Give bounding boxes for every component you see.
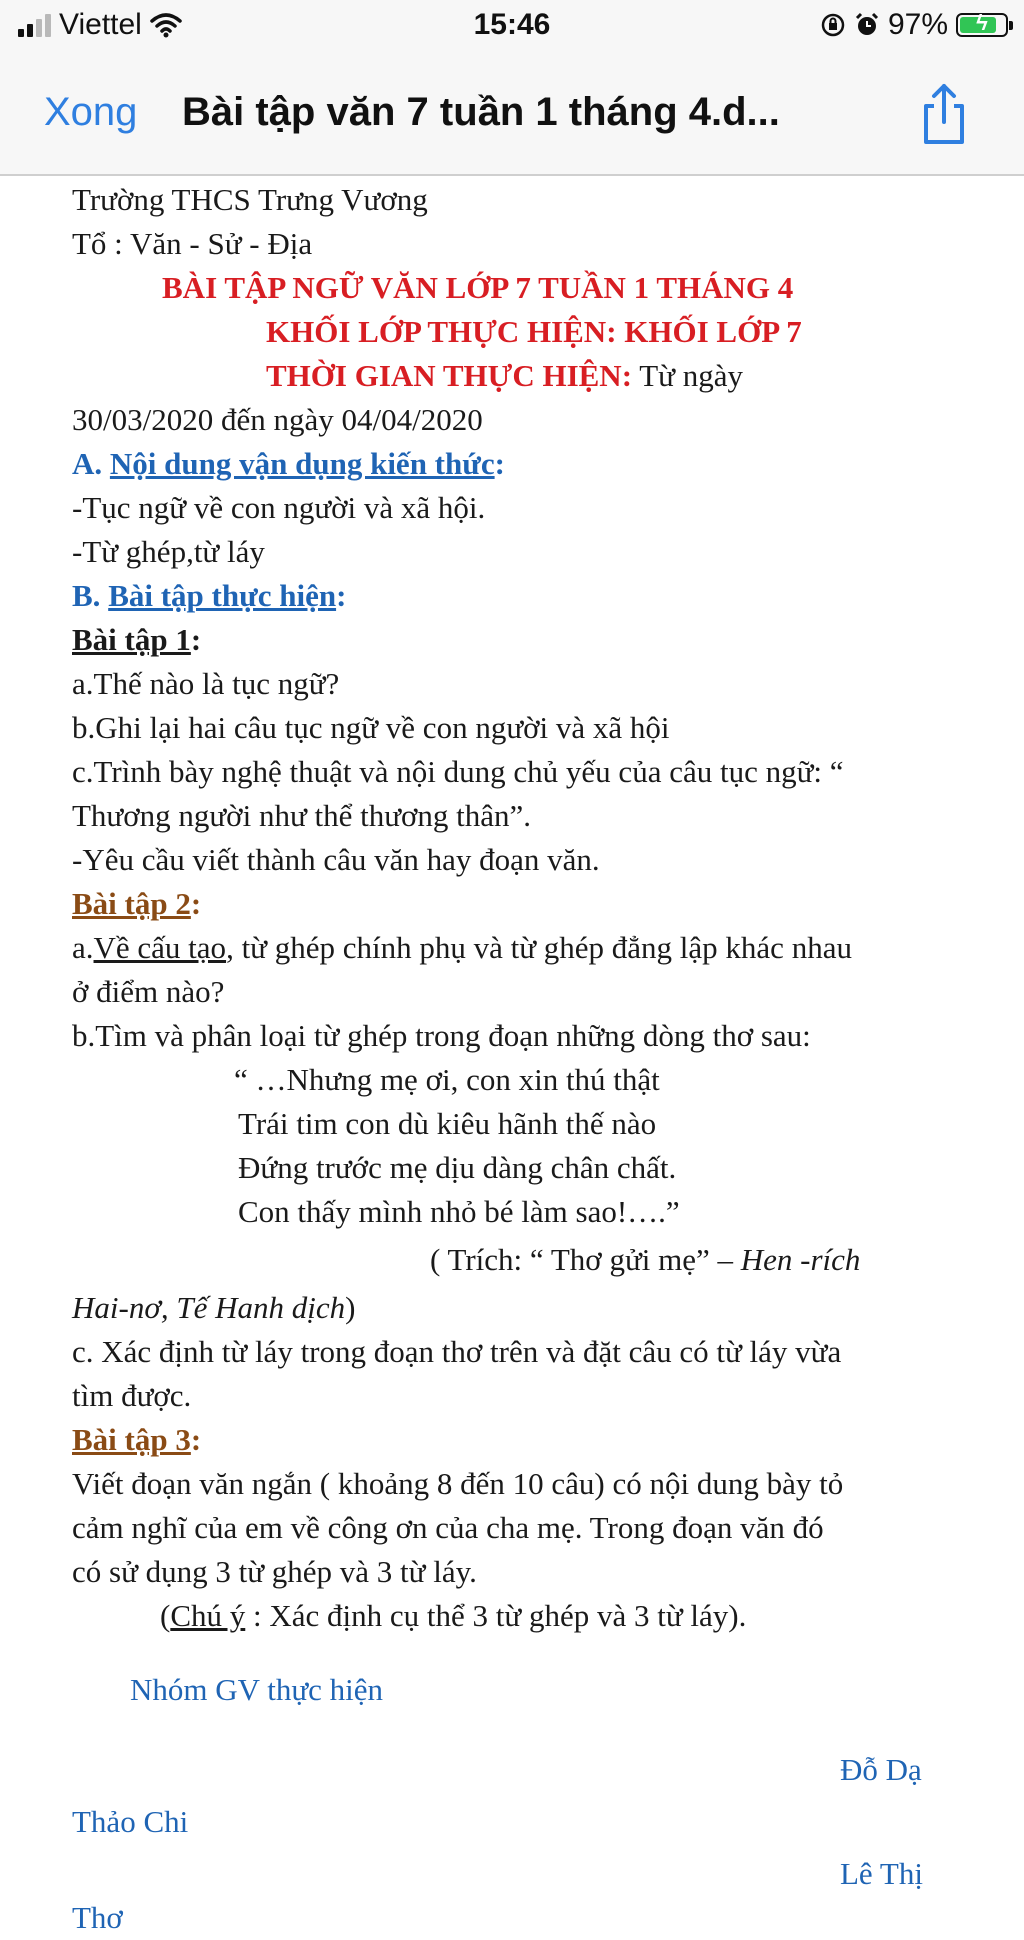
citation-author: Hen -rích [740,1242,861,1277]
department: Tổ : Văn - Sử - Địa [72,226,313,261]
exercise-2-c: c. Xác định từ láy trong đoạn thơ trên và đặt câu có từ láy vừa [72,1334,842,1369]
exercise-2-b: b.Tìm và phân loại từ ghép trong đoạn những dòng thơ sau: [72,1018,811,1053]
citation-line2 [72,1282,972,1330]
section-b-heading [72,574,972,618]
poem-line: “ …Nhưng mẹ ơi, con xin thú thật [234,1062,660,1097]
exercise-2-heading: Bài tập 2: [72,886,202,921]
share-icon[interactable] [914,80,974,150]
section-a-item: -Tục ngữ về con người và xã hội. [72,490,486,525]
battery-icon: ϟ [956,13,1008,37]
exercise-1-title: Bài tập 1 [72,622,191,657]
section-a-heading [72,442,972,486]
exercise-2-a-rest: , từ ghép chính phụ và từ ghép đẳng lập khác nhau [226,930,852,965]
school-name: Trường THCS Trưng Vương [72,182,428,217]
heading-time-value: Từ ngày [632,358,743,393]
heading-time-label: THỜI GIAN THỰC HIỆN: [266,358,633,393]
note [72,1594,972,1638]
exercise-1-line: c.Trình bày nghệ thuật và nội dung chủ yếu của câu tục ngữ: “ [72,754,844,789]
section-b-title: Bài tập thực hiện [108,578,337,613]
navigation-bar [0,56,1024,176]
exercise-2-a-prefix: a. [72,930,94,965]
exercise-1-line: a.Thế nào là tục ngữ? [72,666,340,701]
section-a-suffix: : [494,446,505,481]
heading-title: BÀI TẬP NGỮ VĂN LỚP 7 TUẦN 1 THÁNG 4 [162,270,794,305]
note-open: ( [160,1598,171,1633]
status-bar [0,0,1024,56]
note-label: Chú ý [170,1598,246,1633]
exercise-1-heading: Bài tập 1: [72,622,202,657]
teacher-name: Đỗ Dạ [840,1752,922,1787]
teacher-name: Lê Thị [840,1856,923,1891]
exercise-1-line: -Yêu cầu viết thành câu văn hay đoạn văn. [72,842,600,877]
exercise-2-c-line2: tìm được. [72,1378,192,1413]
date-range: 30/03/2020 đến ngày 04/04/2020 [72,402,483,437]
teacher-name: Thảo Chi [72,1804,189,1839]
citation-translator: Hai-nơ, Tế Hanh dịch [72,1290,346,1325]
exercise-3-heading: Bài tập 3: [72,1422,202,1457]
poem-line: Trái tim con dù kiêu hãnh thế nào [238,1106,657,1141]
teacher-name: Thơ [72,1900,123,1935]
note-rest: : Xác định cụ thể 3 từ ghép và 3 từ láy). [245,1598,747,1633]
heading-grade: KHỐI LỚP THỰC HIỆN: KHỐI LỚP 7 [266,314,802,349]
exercise-3-line: cảm nghĩ của em về công ơn của cha mẹ. Trong đoạn văn đó [72,1510,824,1545]
citation-plain: ( Trích: “ Thơ gửi mẹ” – [430,1242,741,1277]
section-b-suffix: : [336,578,347,613]
carrier-label: Viettel [59,8,142,41]
document-body[interactable] [72,178,972,1940]
exercise-1-line: Thương người như thể thương thân”. [72,798,532,833]
exercise-2-a-line2: ở điểm nào? [72,974,225,1009]
done-button[interactable]: Xong [44,90,138,134]
exercise-3-line: Viết đoạn văn ngắn ( khoảng 8 đến 10 câu) có nội dung bày tỏ [72,1466,844,1501]
section-a-title: Nội dung vận dụng kiến thức [109,446,495,481]
exercise-3-line: có sử dụng 3 từ ghép và 3 từ láy. [72,1554,477,1589]
exercise-2-a [72,926,972,970]
status-right [820,8,1008,42]
document-title: Bài tập văn 7 tuần 1 tháng 4.d... [182,90,780,134]
orientation-lock-icon [820,12,846,38]
citation [72,1234,972,1282]
section-b-prefix: B. [72,578,109,613]
heading-time [72,354,972,398]
poem-line: Đứng trước mẹ dịu dàng chân chất. [238,1150,677,1185]
status-time: 15:46 [473,8,551,41]
citation-end: ) [345,1290,356,1325]
section-a-item: -Từ ghép,từ láy [72,534,265,569]
alarm-icon [854,12,880,38]
exercise-3-title: Bài tập 3 [72,1422,191,1457]
exercise-2-a-underlined: Về cấu tạo [93,930,227,965]
battery-percent: 97% [887,8,948,41]
teachers-group: Nhóm GV thực hiện [130,1672,384,1707]
exercise-1-line: b.Ghi lại hai câu tục ngữ về con người và xã hội [72,710,670,745]
exercise-2-title: Bài tập 2 [72,886,191,921]
poem-line: Con thấy mình nhỏ bé làm sao!….” [238,1194,680,1229]
section-a-prefix: A. [72,446,110,481]
